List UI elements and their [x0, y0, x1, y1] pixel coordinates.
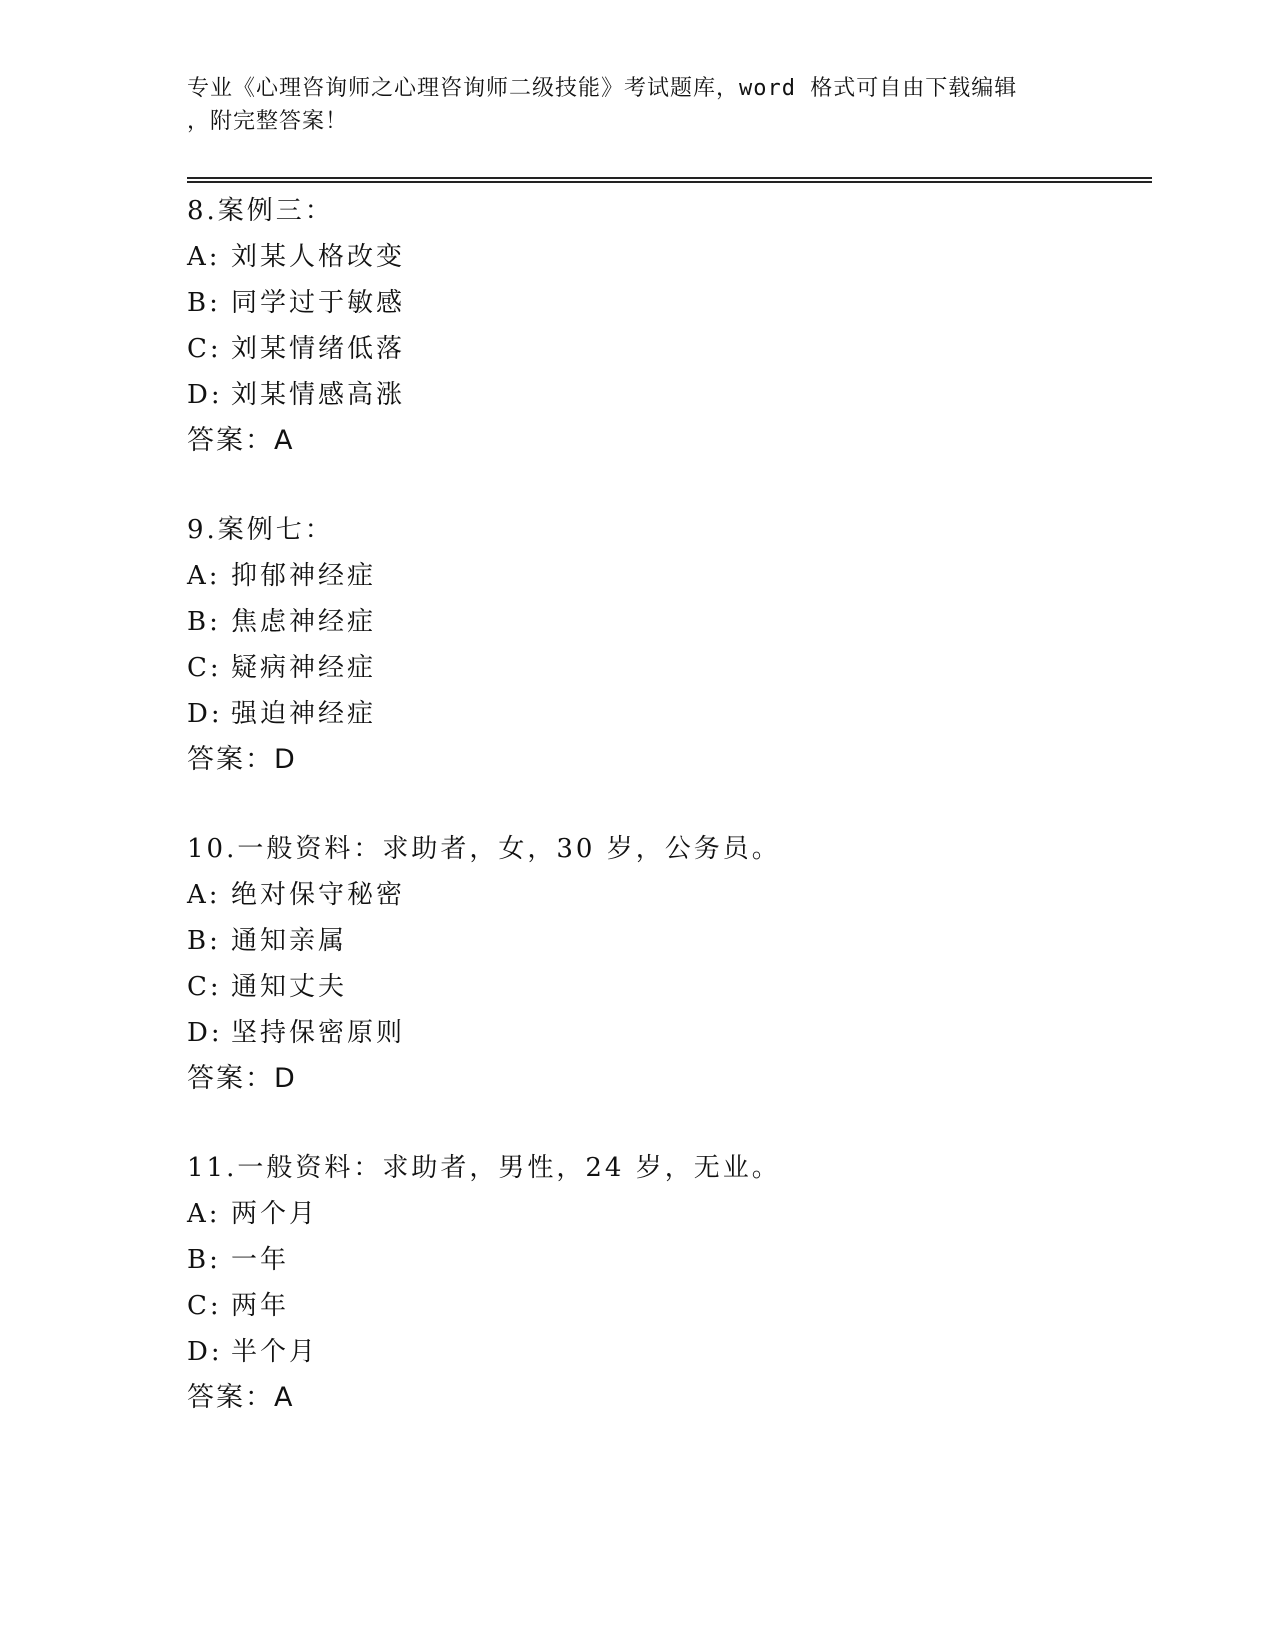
question-stem: 8.案例三： — [187, 196, 334, 226]
option-letter: B: — [187, 607, 221, 637]
option-letter: D: — [187, 1018, 223, 1048]
option-letter: C: — [187, 334, 222, 364]
option-text: 刘某人格改变 — [231, 242, 406, 272]
option-a — [187, 872, 1152, 918]
option-text: 两年 — [231, 1291, 290, 1321]
option-text: 强迫神经症 — [231, 699, 377, 729]
document-header — [187, 72, 1067, 138]
option-text: 疑病神经症 — [231, 653, 377, 683]
option-a — [187, 553, 1152, 599]
option-a — [187, 1191, 1152, 1237]
option-c — [187, 645, 1152, 691]
option-letter: D: — [187, 699, 223, 729]
option-letter: A: — [187, 561, 221, 591]
option-d — [187, 691, 1152, 737]
option-text: 坚持保密原则 — [231, 1018, 406, 1048]
answer-line: 答案：A — [187, 1382, 295, 1413]
option-text: 刘某情绪低落 — [231, 334, 406, 364]
option-letter: A: — [187, 1199, 221, 1229]
option-d — [187, 1329, 1152, 1375]
question-10 — [187, 826, 1152, 1102]
question-stem: 10.一般资料：求助者，女，30 岁，公务员。 — [187, 834, 781, 864]
question-11 — [187, 1145, 1152, 1421]
option-letter: D: — [187, 380, 223, 410]
option-letter: A: — [187, 242, 221, 272]
option-letter: B: — [187, 926, 221, 956]
option-text: 刘某情感高涨 — [231, 380, 406, 410]
answer-line: 答案：D — [187, 1063, 297, 1094]
header-divider-bottom — [187, 181, 1152, 183]
header-line-2: ，附完整答案！ — [187, 109, 349, 134]
option-text: 同学过于敏感 — [231, 288, 406, 318]
option-letter: C: — [187, 972, 222, 1002]
option-letter: B: — [187, 1245, 221, 1275]
question-9 — [187, 507, 1152, 783]
header-divider-top — [187, 177, 1152, 179]
answer-line: 答案：D — [187, 744, 297, 775]
option-c — [187, 964, 1152, 1010]
option-text: 抑郁神经症 — [231, 561, 377, 591]
option-b — [187, 599, 1152, 645]
option-b — [187, 1237, 1152, 1283]
option-text: 半个月 — [231, 1337, 319, 1367]
option-letter: C: — [187, 653, 222, 683]
option-text: 通知丈夫 — [231, 972, 348, 1002]
option-text: 焦虑神经症 — [231, 607, 377, 637]
option-letter: A: — [187, 880, 221, 910]
option-text: 绝对保守秘密 — [231, 880, 406, 910]
answer-line: 答案：A — [187, 425, 295, 456]
option-d — [187, 372, 1152, 418]
option-a — [187, 234, 1152, 280]
option-b — [187, 918, 1152, 964]
option-text: 一年 — [231, 1245, 290, 1275]
question-stem: 9.案例七： — [187, 515, 334, 545]
option-text: 两个月 — [231, 1199, 319, 1229]
option-letter: C: — [187, 1291, 222, 1321]
question-list — [187, 188, 1152, 1464]
option-c — [187, 1283, 1152, 1329]
question-stem: 11.一般资料：求助者，男性，24 岁，无业。 — [187, 1153, 781, 1183]
question-8 — [187, 188, 1152, 464]
option-text: 通知亲属 — [231, 926, 348, 956]
option-letter: D: — [187, 1337, 223, 1367]
option-letter: B: — [187, 288, 221, 318]
option-d — [187, 1010, 1152, 1056]
option-b — [187, 280, 1152, 326]
option-c — [187, 326, 1152, 372]
header-line-1: 专业《心理咨询师之心理咨询师二级技能》考试题库，word 格式可自由下载编辑 — [187, 76, 1018, 101]
